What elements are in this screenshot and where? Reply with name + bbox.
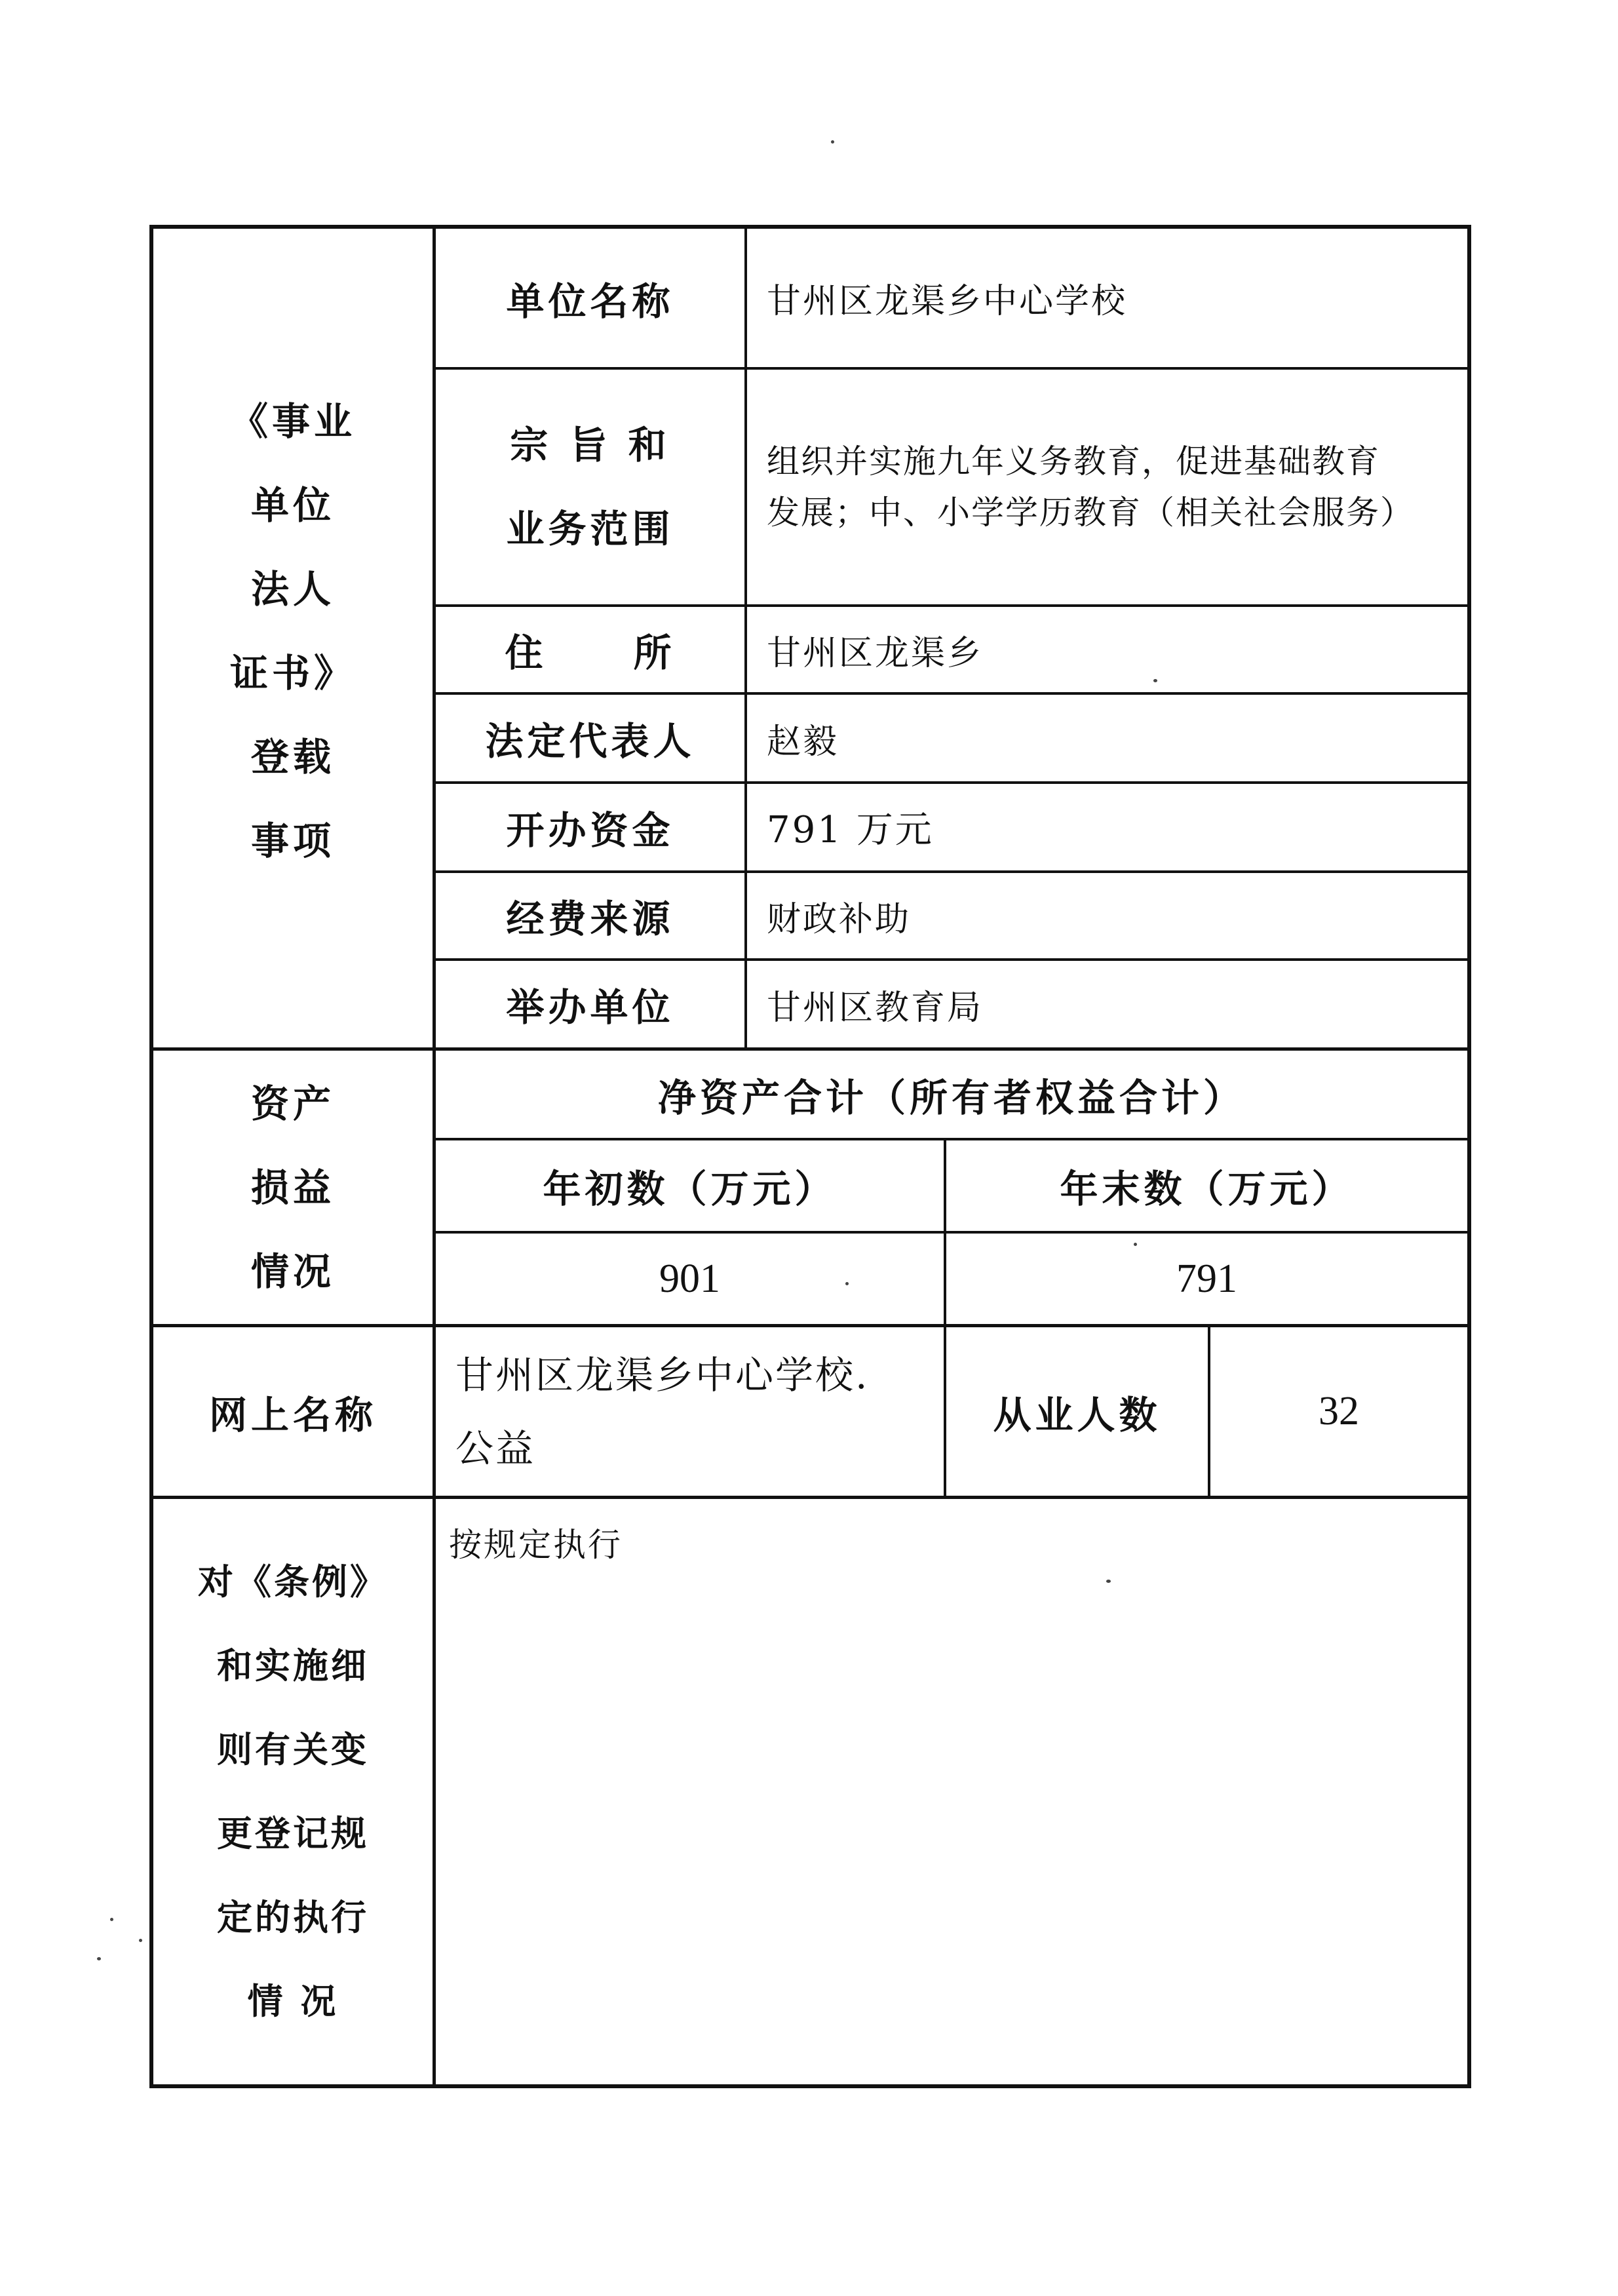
registration-section-label bbox=[153, 379, 433, 884]
end-of-year-value: 791 bbox=[1176, 1256, 1237, 1301]
section-label-line: 事项 bbox=[250, 819, 335, 863]
begin-of-year-value: 901 bbox=[659, 1256, 720, 1301]
section-label-line: 情 况 bbox=[247, 1980, 339, 2022]
begin-of-year-label: 年初数（万元） bbox=[543, 1167, 837, 1211]
online-name-line: 公益 bbox=[455, 1426, 536, 1471]
scan-speck bbox=[110, 1918, 113, 1921]
purpose-value bbox=[747, 370, 1467, 604]
section-label-line: 法人 bbox=[250, 567, 335, 612]
capital-value: 791 万元 bbox=[767, 809, 934, 851]
compliance-section-label bbox=[153, 1499, 433, 2084]
section-label-line: 损益 bbox=[250, 1165, 335, 1210]
legal-representative-value: 赵毅 bbox=[767, 722, 839, 762]
purpose-label-line: 业务范围 bbox=[506, 507, 674, 551]
funding-source-value: 财政补助 bbox=[767, 899, 912, 939]
scan-speck bbox=[1106, 1580, 1111, 1583]
section-label-line: 则有关变 bbox=[217, 1728, 369, 1770]
scan-speck bbox=[831, 140, 834, 144]
purpose-value-line: 组织并实施九年义务教育，促进基础教育 bbox=[767, 442, 1380, 480]
compliance-value: 按规定执行 bbox=[449, 1526, 623, 1564]
online-name-line: 甘州区龙渠乡中心学校. bbox=[455, 1352, 870, 1397]
purpose-label bbox=[436, 370, 744, 604]
unit-name-label: 单位名称 bbox=[506, 279, 674, 324]
section-label-line: 对《条例》 bbox=[198, 1561, 388, 1603]
section-label-line: 定的执行 bbox=[217, 1896, 369, 1938]
address-label bbox=[436, 607, 744, 692]
capital-label: 开办资金 bbox=[506, 808, 674, 853]
sponsor-label: 举办单位 bbox=[506, 985, 674, 1030]
online-name-label: 网上名称 bbox=[208, 1392, 377, 1437]
purpose-label-line: 宗 旨 和 bbox=[510, 423, 670, 467]
net-assets-header: 净资产合计（所有者权益合计） bbox=[657, 1075, 1245, 1120]
funding-source-label: 经费来源 bbox=[506, 897, 674, 941]
end-of-year-label: 年末数（万元） bbox=[1060, 1167, 1354, 1211]
address-value: 甘州区龙渠乡 bbox=[767, 633, 984, 673]
online-name-value bbox=[436, 1327, 944, 1496]
purpose-value-line: 发展；中、小学学历教育（相关社会服务） bbox=[767, 494, 1414, 532]
scan-speck bbox=[1153, 679, 1157, 682]
section-label-line: 资产 bbox=[250, 1081, 335, 1126]
address-label-char: 住 bbox=[505, 631, 547, 675]
section-label-line: 登载 bbox=[250, 735, 335, 779]
staff-count-value: 32 bbox=[1319, 1389, 1359, 1433]
scan-speck bbox=[845, 1282, 849, 1285]
sponsor-value: 甘州区教育局 bbox=[767, 988, 984, 1028]
scan-speck bbox=[97, 1957, 101, 1960]
section-label-line: 更登记规 bbox=[217, 1812, 369, 1854]
staff-count-label: 从业人数 bbox=[993, 1392, 1161, 1437]
section-label-line: 证书》 bbox=[229, 651, 356, 695]
section-label-line: 《事业 bbox=[229, 399, 356, 444]
scan-speck bbox=[139, 1939, 142, 1942]
section-label-line: 情况 bbox=[250, 1249, 335, 1294]
scan-speck bbox=[1134, 1243, 1137, 1246]
section-label-line: 单位 bbox=[250, 483, 335, 528]
legal-representative-label: 法定代表人 bbox=[485, 719, 695, 764]
section-label-line: 和实施细 bbox=[217, 1644, 369, 1686]
address-label-char: 所 bbox=[633, 631, 676, 675]
assets-section-label bbox=[153, 1051, 433, 1324]
unit-name-value: 甘州区龙渠乡中心学校 bbox=[767, 282, 1128, 321]
